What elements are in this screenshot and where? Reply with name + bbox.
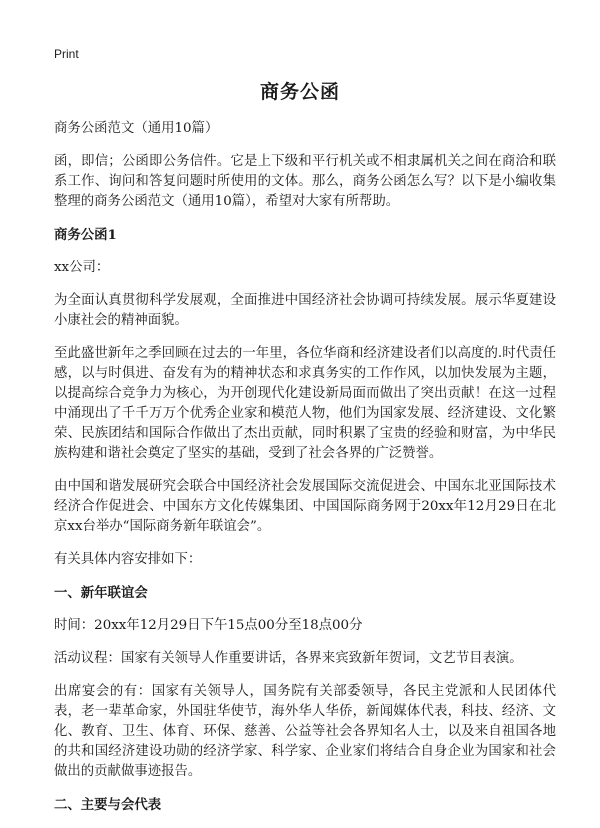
section-heading-letter-1: 商务公函1 <box>54 227 117 243</box>
document-subtitle: 商务公函范文（通用10篇） <box>54 121 219 136</box>
intro-paragraph: 函，即信；公函即公务信件。它是上下级和平行机关或不相隶属机关之间在商洽和联系工作、询问和答复问题时所使用的文体。那么，商务公函怎么写？以下是小编收集整理的商务公函范文（通用10篇），希望对大家有所帮助。 <box>54 154 556 209</box>
salutation: xx公司： <box>54 260 110 275</box>
print-link[interactable]: Print <box>54 47 79 61</box>
section-heading-main-delegates: 二、主要与会代表 <box>54 797 162 813</box>
body-paragraph: 有关具体内容安排如下： <box>54 552 202 567</box>
event-time: 时间：20xx年12月29日下午15点00分至18点00分 <box>54 618 363 633</box>
event-agenda: 活动议程：国家有关领导人作重要讲话，各界来宾致新年贺词，文艺节目表演。 <box>54 651 523 666</box>
attendees-paragraph: 出席宴会的有：国家有关领导人，国务院有关部委领导，各民主党派和人民团体代表，老一辈革命家，外国驻华使节，海外华人华侨，新闻媒体代表，科技、经济、文化、教育、卫生、体育、环保、慈善、公益等社会各界知名人士，以及来自祖国各地的共和国经济建设功勋的经济学家、科学家、企业家们将结合自身企业为国家和社会做出的贡献做事迹报告。 <box>54 684 556 779</box>
document-title: 商务公函 <box>259 81 340 103</box>
document-body <box>54 119 556 828</box>
body-paragraph: 至此盛世新年之季回顾在过去的一年里，各位华商和经济建设者们以高度的.时代责任感，以与时俱进、奋发有为的精神状态和求真务实的工作作风，以加快发展为主题，以提高综合竞争力为核心，为开创现代化建设新局面而做出了突出贡献！在这一过程中涌现出了千千万万个优秀企业家和模范人物，他们为国家发展、经济建设、文化繁荣、民族团结和国际合作做出了杰出贡献，同时积累了宝贵的经验和财富，为中华民族构建和谐社会奠定了坚实的基础，受到了社会各界的广泛赞誉。 <box>54 346 556 461</box>
body-paragraph: 为全面认真贯彻科学发展观，全面推进中国经济社会协调可持续发展。展示华夏建设小康社会的精神面貌。 <box>54 293 556 328</box>
section-heading-new-year-gala: 一、新年联谊会 <box>54 585 148 601</box>
body-paragraph: 由中国和谐发展研究会联合中国经济社会发展国际交流促进会、中国东北亚国际技术经济合作促进会、中国东方文化传媒集团、中国国际商务网于20xx年12月29日在北京xx台举办“国际商务新年联谊会”。 <box>54 479 556 534</box>
